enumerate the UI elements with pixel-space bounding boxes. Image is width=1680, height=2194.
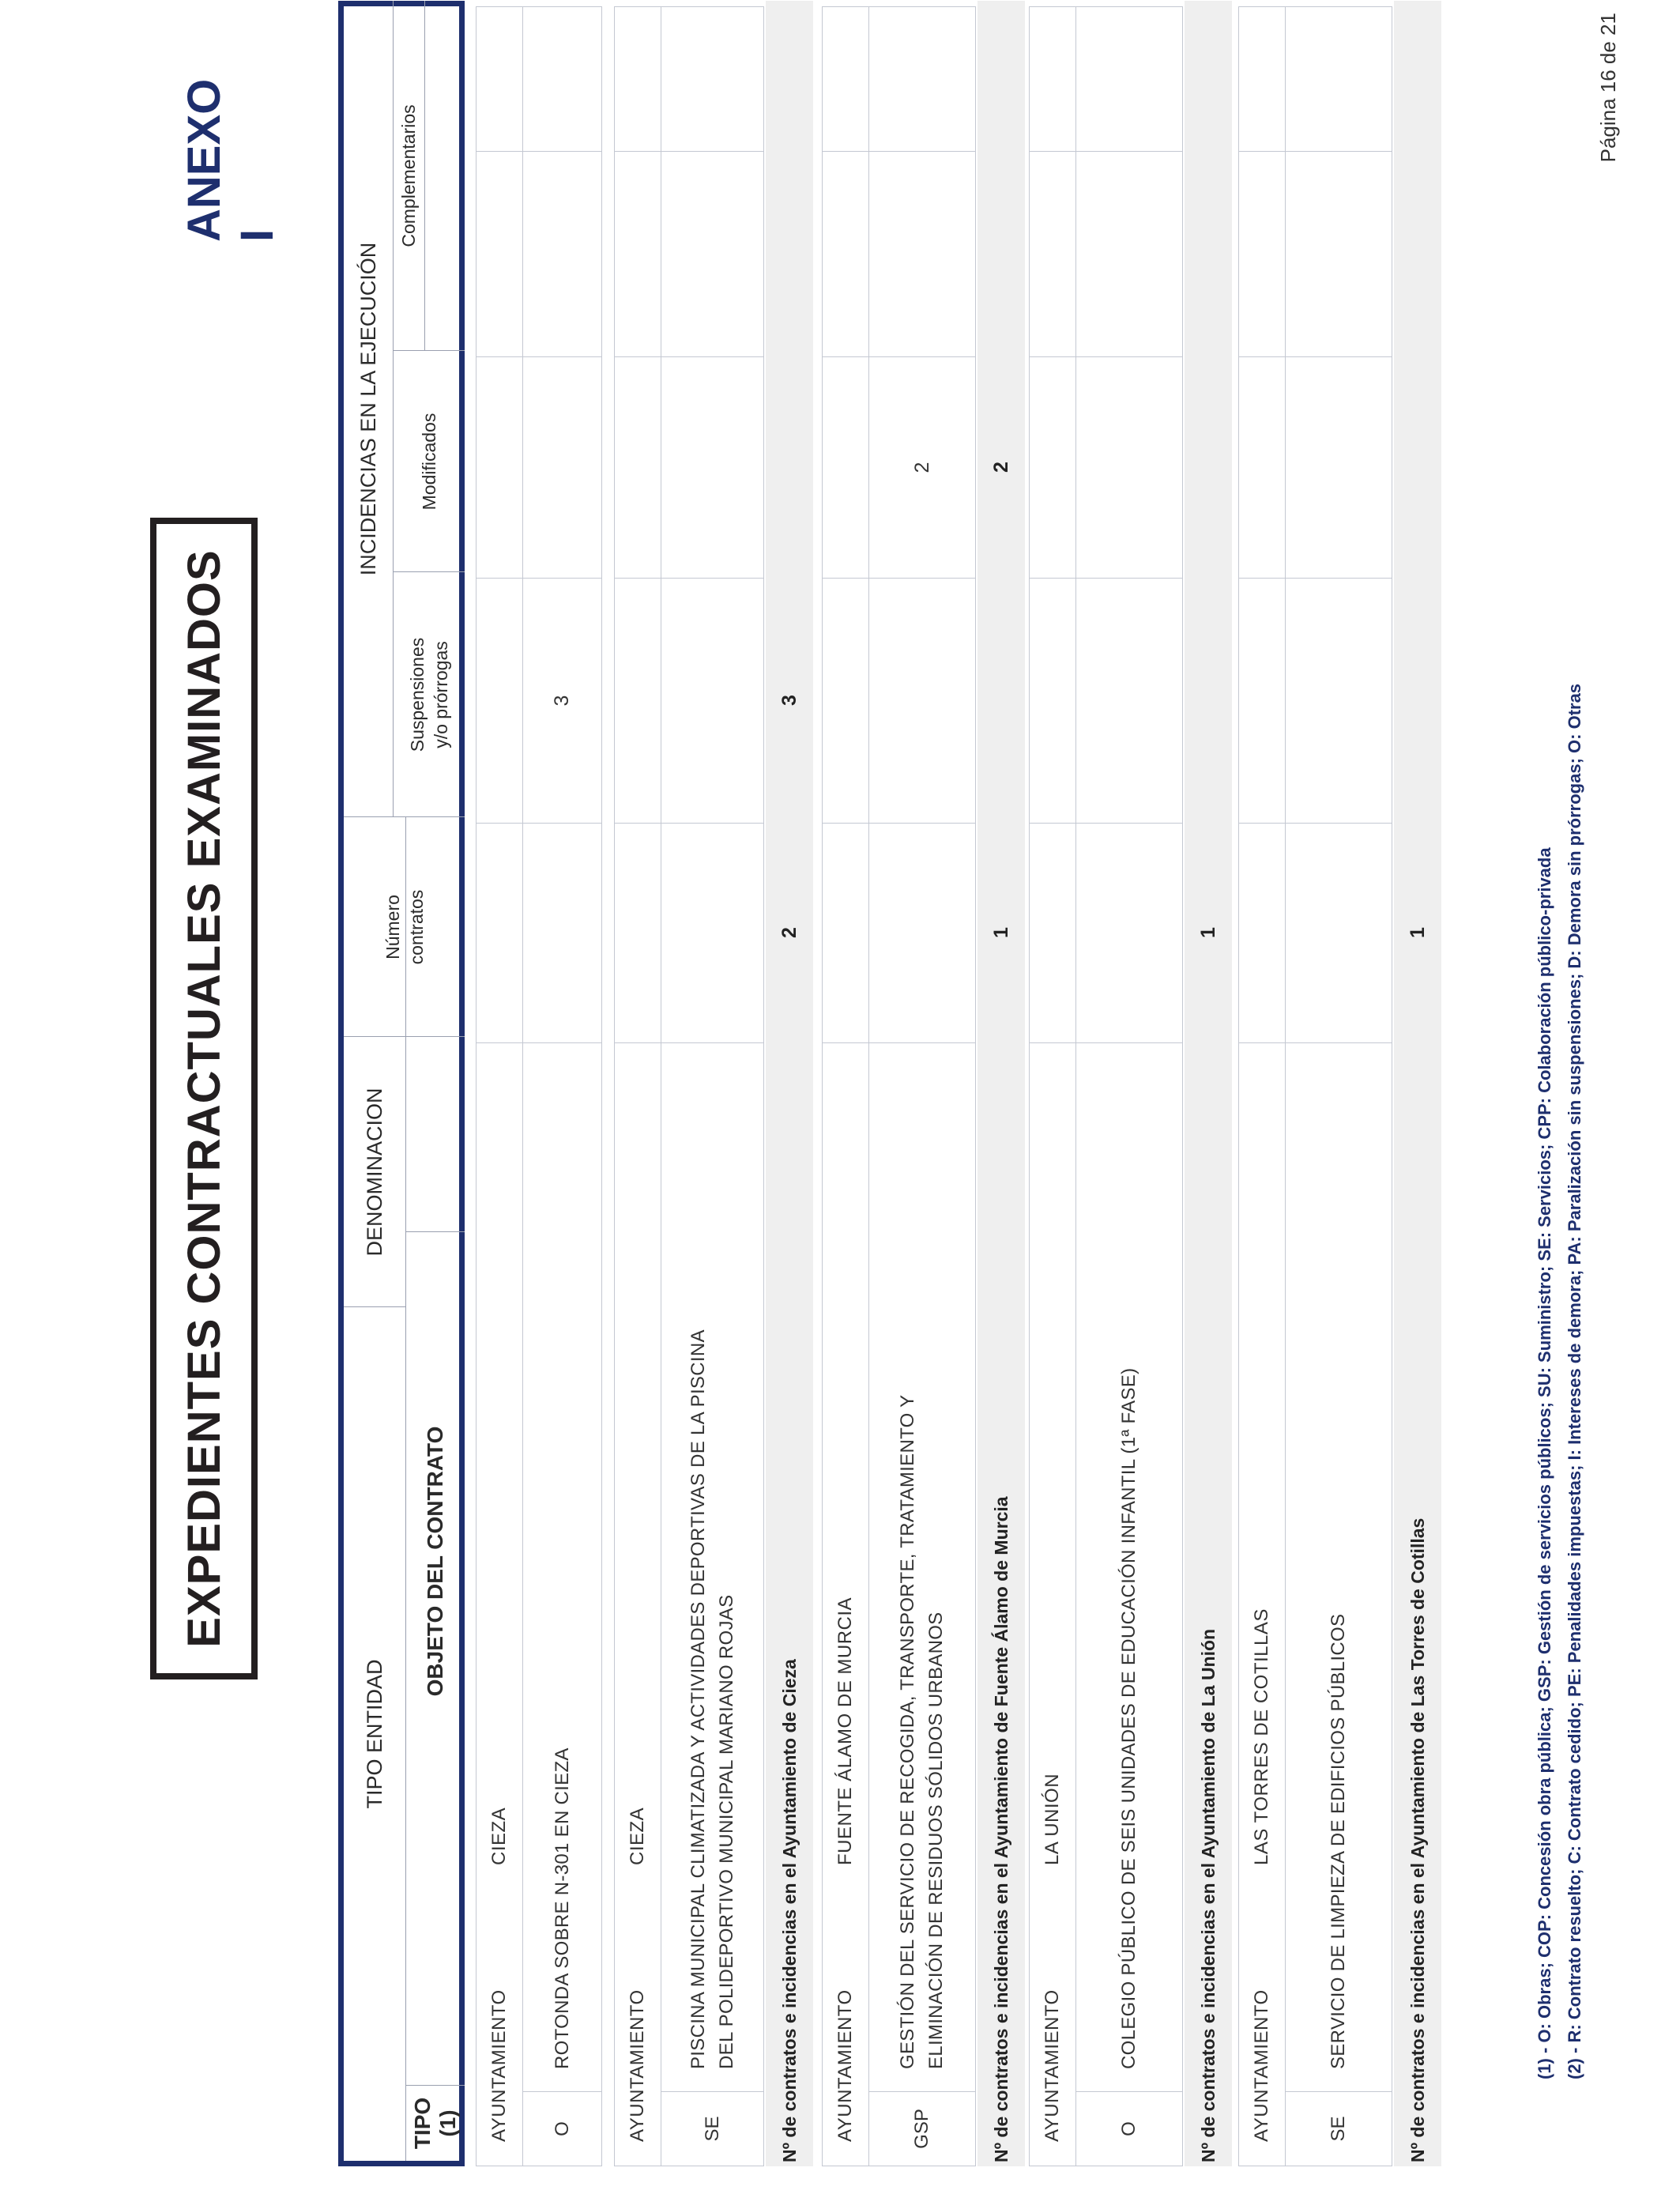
suspensiones-value [869, 578, 976, 823]
entity-type-cell [822, 1042, 869, 2166]
contract-object [1076, 1042, 1183, 2091]
contract-object-line: ELIMINACIÓN DE RESIDUOS SÓLIDOS URBANOS [925, 1612, 947, 2069]
complementarios-value [661, 151, 764, 356]
empty-cell [476, 151, 523, 356]
summary-complementarios [1185, 151, 1232, 356]
summary-row [1185, 1, 1232, 2166]
otras-incidencias-cell [1076, 6, 1183, 151]
header-tipo: TIPO (1) [409, 2097, 460, 2150]
summary-row [766, 1, 813, 2166]
entity-type-cell [614, 1042, 661, 2166]
footnote-tipo: (1) - O: Obras; COP: Concesión obra pública; GSP: Gestión de servicios públicos; SU: Suministro; SE: Servicios; CPP: Colaboración público-privada [1535, 847, 1554, 2079]
entity-row [476, 1, 523, 2166]
numero-value [1076, 823, 1183, 1042]
contract-type: GSP [869, 2091, 976, 2166]
summary-complementarios [766, 151, 813, 356]
entity-type: AYUNTAMIENTO [1251, 1989, 1272, 2142]
empty-cell [1029, 356, 1076, 578]
empty-cell [614, 6, 661, 151]
summary-modificados: 2 [989, 462, 1012, 473]
footnotes [1530, 0, 1633, 2079]
header-numero: Número contratos [382, 889, 427, 965]
complementarios-value [523, 151, 602, 356]
contract-row [523, 1, 602, 2166]
summary-row [977, 1, 1025, 2166]
summary-complementarios [1394, 151, 1441, 356]
modificados-value [523, 356, 602, 578]
otras-incidencias-cell [869, 6, 976, 151]
suspensiones-value: 3 [523, 578, 602, 823]
empty-cell [1238, 6, 1286, 151]
entity-row [1029, 1, 1076, 2166]
empty-cell [822, 356, 869, 578]
entity-name: FUENTE ÁLAMO DE MURCIA [834, 1596, 856, 1865]
contract-object [661, 1042, 764, 2091]
entity-name: LAS TORRES DE COTILLAS [1251, 1608, 1272, 1865]
summary-suspensiones: 3 [778, 695, 800, 706]
contract-object [523, 1042, 602, 2091]
numero-value [1286, 823, 1392, 1042]
summary-numero: 1 [989, 927, 1012, 938]
summary-row [1394, 1, 1441, 2166]
complementarios-value [869, 151, 976, 356]
entity-name: LA UNIÓN [1042, 1773, 1063, 1865]
summary-numero: 2 [778, 927, 800, 938]
empty-cell [822, 151, 869, 356]
empty-cell [614, 823, 661, 1042]
entity-row [822, 1, 869, 2166]
contract-row [869, 1, 976, 2166]
page-title: EXPEDIENTES CONTRACTUALES EXAMINADOS [150, 518, 258, 1679]
summary-numero: 1 [1196, 927, 1219, 938]
contract-row [1076, 1, 1183, 2166]
empty-cell [822, 578, 869, 823]
header-complementarios: Complementarios [398, 104, 419, 247]
suspensiones-value [661, 578, 764, 823]
empty-cell [1238, 823, 1286, 1042]
empty-cell [614, 151, 661, 356]
empty-cell [822, 6, 869, 151]
summary-modificados [1185, 356, 1232, 578]
entity-name: CIEZA [488, 1807, 510, 1865]
numero-value [523, 823, 602, 1042]
entity-type-cell [1029, 1042, 1076, 2166]
entity-row [614, 1, 661, 2166]
empty-cell [1029, 151, 1076, 356]
empty-cell [476, 6, 523, 151]
empty-cell [1029, 6, 1076, 151]
summary-label: Nº de contratos e incidencias en el Ayuntamiento de Las Torres de Cotillas [1407, 1517, 1428, 2162]
header-suspensiones: Suspensiones y/o prórrogas [406, 637, 451, 752]
suspensiones-value [1286, 578, 1392, 823]
entity-type: AYUNTAMIENTO [488, 1989, 510, 2142]
entity-type: AYUNTAMIENTO [834, 1989, 856, 2142]
header-denominacion: DENOMINACION [362, 1088, 386, 1257]
contract-row [1286, 1, 1392, 2166]
summary-modificados [1394, 356, 1441, 578]
summary-label: Nº de contratos e incidencias en el Ayuntamiento de Fuente Álamo de Murcia [990, 1496, 1011, 2162]
contract-object-line: ROTONDA SOBRE N-301 EN CIEZA [551, 1747, 573, 2069]
header-objeto: OBJETO DEL CONTRATO [422, 1426, 447, 1697]
summary-modificados [766, 356, 813, 578]
empty-cell [476, 823, 523, 1042]
entity-type-cell [476, 1042, 523, 2166]
complementarios-value [1286, 151, 1392, 356]
empty-cell [822, 823, 869, 1042]
otras-incidencias-cell [1286, 6, 1392, 151]
contract-type: O [1076, 2091, 1183, 2166]
empty-cell [1238, 578, 1286, 823]
header-incidencias: INCIDENCIAS EN LA EJECUCIÓN [356, 242, 380, 576]
summary-label: Nº de contratos e incidencias en el Ayuntamiento de Cieza [778, 1659, 800, 2162]
numero-value [661, 823, 764, 1042]
empty-cell [476, 356, 523, 578]
entity-row [1238, 1, 1286, 2166]
summary-complementarios [977, 151, 1025, 356]
entity-type: AYUNTAMIENTO [627, 1989, 648, 2142]
summary-numero: 1 [1406, 927, 1429, 938]
entity-type: AYUNTAMIENTO [1042, 1989, 1063, 2142]
contract-type: SE [1286, 2091, 1392, 2166]
contract-object-line: COLEGIO PÚBLICO DE SEIS UNIDADES DE EDUCACIÓN INFANTIL (1ª FASE) [1118, 1367, 1139, 2069]
entity-type-cell [1238, 1042, 1286, 2166]
contract-type: O [523, 2091, 602, 2166]
empty-cell [1029, 823, 1076, 1042]
contract-object [1286, 1042, 1392, 2091]
suspensiones-value [1076, 578, 1183, 823]
contract-type: SE [661, 2091, 764, 2166]
empty-cell [1029, 578, 1076, 823]
empty-cell [614, 578, 661, 823]
contract-object-line: PISCINA MUNICIPAL CLIMATIZADA Y ACTIVIDADES DEPORTIVAS DE LA PISCINA [687, 1329, 709, 2069]
empty-cell [1238, 356, 1286, 578]
empty-cell [1238, 151, 1286, 356]
summary-suspensiones [1394, 578, 1441, 823]
summary-suspensiones [977, 578, 1025, 823]
annex-label: ANEXO I [179, 78, 283, 242]
otras-incidencias-cell [523, 6, 602, 151]
contract-object-line: DEL POLIDEPORTIVO MUNICIPAL MARIANO ROJAS [715, 1594, 737, 2069]
header-tipo-entidad: TIPO ENTIDAD [362, 1659, 386, 1809]
numero-value [869, 823, 976, 1042]
complementarios-value [1076, 151, 1183, 356]
modificados-value: 2 [869, 356, 976, 578]
page-number: Página 16 de 21 [1596, 13, 1620, 163]
empty-cell [476, 578, 523, 823]
table-header [338, 1, 465, 2166]
header-divider [424, 1, 425, 351]
modificados-value [1286, 356, 1392, 578]
summary-label: Nº de contratos e incidencias en el Ayuntamiento de La Unión [1197, 1628, 1219, 2162]
summary-suspensiones [1185, 578, 1232, 823]
modificados-value [661, 356, 764, 578]
header-modificados: Modificados [418, 413, 439, 511]
contract-row [661, 1, 764, 2166]
contract-object [869, 1042, 976, 2091]
entity-name: CIEZA [627, 1807, 648, 1865]
otras-incidencias-cell [661, 6, 764, 151]
modificados-value [1076, 356, 1183, 578]
contract-object-line: SERVICIO DE LIMPIEZA DE EDIFICIOS PÚBLICOS [1328, 1613, 1349, 2069]
contract-object-line: GESTIÓN DEL SERVICIO DE RECOGIDA, TRANSPORTE, TRATAMIENTO Y [897, 1394, 918, 2069]
empty-cell [614, 356, 661, 578]
footnote-incidencias: (2) - R: Contrato resuelto; C: Contrato cedido; PE: Penalidades impuestas; I: Intereses de demora; PA: Paralización sin suspensiones; D: Demora sin prórrogas; O: Otras [1565, 683, 1584, 2079]
